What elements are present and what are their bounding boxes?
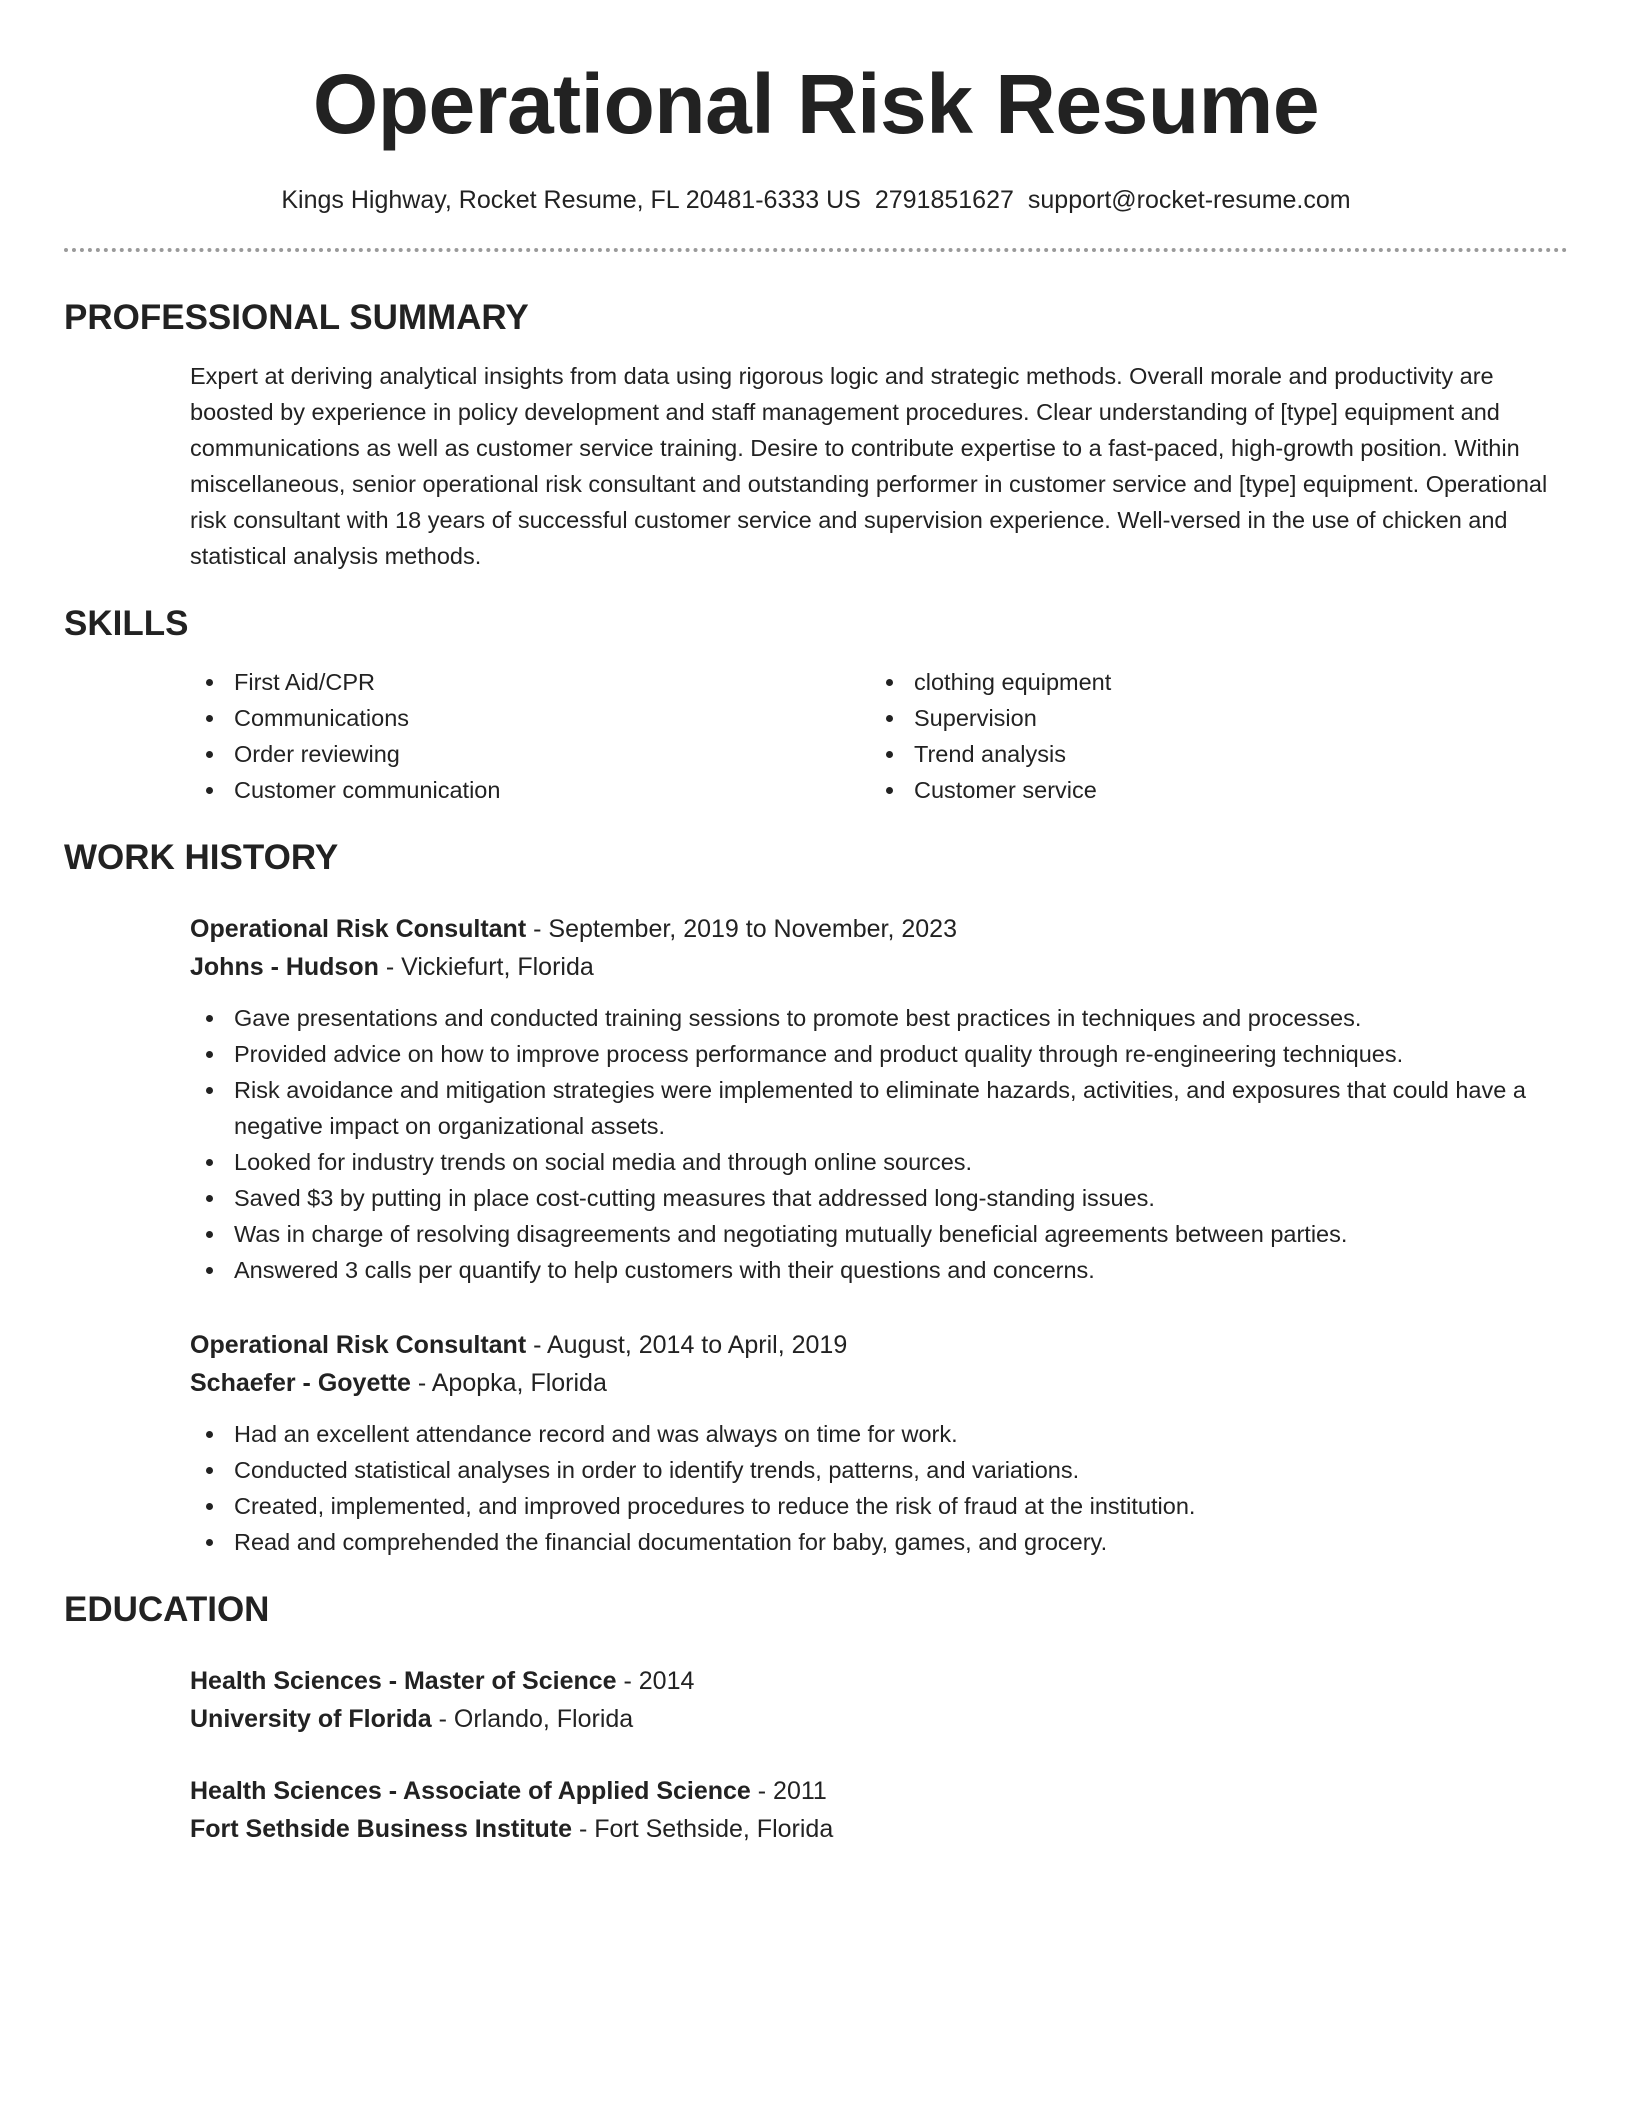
contact-line [64,184,1568,216]
education-school: Fort Sethside Business Institute [190,1815,573,1843]
job-bullets [190,1000,1568,1288]
job-bullet: Had an excellent attendance record and was always on time for work. [190,1416,1568,1452]
job-bullet: Answered 3 calls per quantify to help customers with their questions and concerns. [190,1252,1568,1288]
contact-email: support@rocket-resume.com [1027,186,1351,214]
job-company: Johns - Hudson [190,953,379,981]
job-location: - Apopka, Florida [410,1369,607,1397]
education-entry [190,1662,1568,1738]
skill-item: Supervision [870,700,1550,736]
skill-item: Order reviewing [190,736,870,772]
summary-heading: PROFESSIONAL SUMMARY [64,298,529,337]
skill-item: Trend analysis [870,736,1550,772]
job-title-line [190,1326,1568,1364]
education-degree-line [190,1662,1568,1700]
job-title: Operational Risk Consultant [190,1331,527,1359]
resume-title: Operational Risk Resume [312,57,1320,151]
job-location: - Vickiefurt, Florida [378,953,594,981]
skills-list [190,664,1568,808]
job-bullet: Read and comprehended the financial documentation for baby, games, and grocery. [190,1524,1568,1560]
education-school: University of Florida [190,1705,432,1733]
job-bullet: Saved $3 by putting in place cost-cutting measures that addressed long-standing issues. [190,1180,1568,1216]
job-bullets [190,1416,1568,1560]
resume-page [64,0,1568,1848]
skill-item: First Aid/CPR [190,664,870,700]
work-history-heading: WORK HISTORY [64,838,339,877]
contact-phone: 2791851627 [874,186,1014,214]
job-bullet: Created, implemented, and improved procedures to reduce the risk of fraud at the institution. [190,1488,1568,1524]
summary-text: Expert at deriving analytical insights from data using rigorous logic and strategic methods. Overall morale and productivity are boosted by experience in policy development and staff management procedures. Clear understanding of [type] equipment and communications as well as customer service training. Desire to contribute expertise to a fast-paced, high-growth position. Within miscellaneous, senior operational risk consultant and outstanding performer in customer service and [type] equipment. Operational risk consultant with 18 years of successful customer service and supervision experience. Well-versed in the use of chicken and statistical analysis methods. [190,363,1548,569]
job-bullet: Provided advice on how to improve process performance and product quality through re-engineering techniques. [190,1036,1568,1072]
job-bullet: Looked for industry trends on social media and through online sources. [190,1144,1568,1180]
job-company-line [190,948,1568,986]
education-school-line [190,1810,1568,1848]
skill-item: clothing equipment [870,664,1550,700]
skill-item: Customer service [870,772,1550,808]
job-entry [190,1326,1568,1560]
skills-column-left [190,664,870,808]
education-degree-line [190,1772,1568,1810]
job-title-line [190,910,1568,948]
job-company-line [190,1364,1568,1402]
skills-column-right [870,664,1550,808]
skill-item: Customer communication [190,772,870,808]
contact-address: Kings Highway, Rocket Resume, FL 20481-6333 US [281,186,861,214]
education-degree: Health Sciences - Associate of Applied Science [190,1777,751,1805]
job-title: Operational Risk Consultant [190,915,527,943]
education-location: - Fort Sethside, Florida [572,1815,834,1843]
education-entry [190,1772,1568,1848]
job-bullet: Conducted statistical analyses in order to identify trends, patterns, and variations. [190,1452,1568,1488]
skills-heading: SKILLS [64,604,189,643]
job-entry [190,910,1568,1288]
skill-item: Communications [190,700,870,736]
education-heading: EDUCATION [64,1590,270,1629]
education-year: - 2011 [750,1777,827,1805]
education-school-line [190,1700,1568,1738]
job-company: Schaefer - Goyette [190,1369,411,1397]
education-year: - 2014 [616,1667,695,1695]
header-divider [64,248,1568,252]
job-bullet: Was in charge of resolving disagreements and negotiating mutually beneficial agreements between parties. [190,1216,1568,1252]
job-bullet: Risk avoidance and mitigation strategies were implemented to eliminate hazards, activities, and exposures that could have a negative impact on organizational assets. [190,1072,1568,1144]
job-dates: - August, 2014 to April, 2019 [526,1331,848,1359]
education-degree: Health Sciences - Master of Science [190,1667,617,1695]
education-location: - Orlando, Florida [431,1705,634,1733]
job-dates: - September, 2019 to November, 2023 [526,915,957,943]
job-bullet: Gave presentations and conducted training sessions to promote best practices in techniques and processes. [190,1000,1568,1036]
